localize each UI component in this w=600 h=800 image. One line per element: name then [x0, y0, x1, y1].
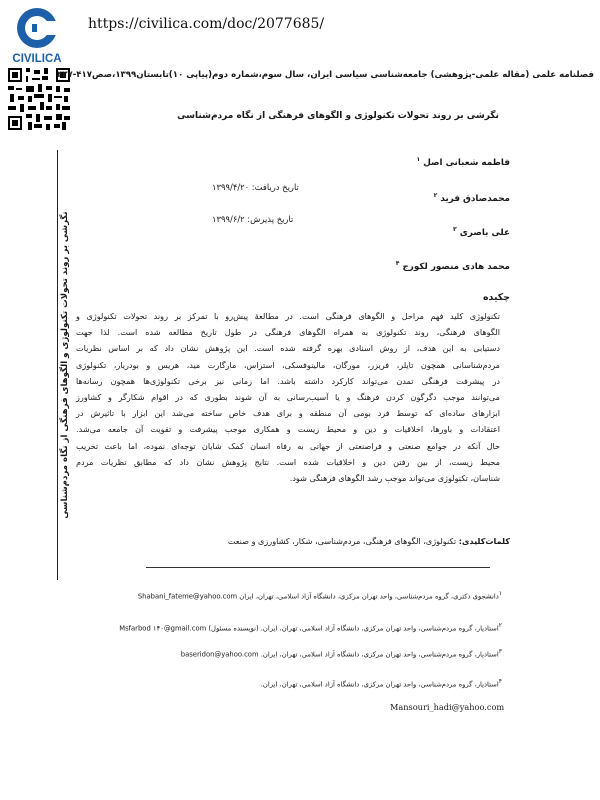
document-url[interactable]: https://civilica.com/doc/2077685/: [88, 16, 325, 32]
abstract-line: الگوهای فرهنگی، روند تکنولوژی به همراه الگوهای فرهنگی در طول تاریخ مطالعه شده است. لذا جهت: [76, 327, 500, 338]
running-title-text: نگرشی بر روند تحولات تکنولوژی و الگوهای فرهنگی از نگاه مردم‌شناسی: [60, 211, 70, 519]
running-title-sidebar: [50, 150, 70, 580]
abstract-heading: چکیده: [483, 292, 510, 303]
abstract-body: [76, 308, 500, 486]
abstract-line: در پیشرفت فرهنگی تمدن می‌تواند کارکرد داشته باشد. اما زمانی نیز برخی تکنولوژی‌ها همچون رسانه‌ها: [76, 375, 500, 386]
abstract-line: شناسان، تکنولوژی می‌تواند موجب رشد الگوهای فرهنگی شود.: [289, 473, 500, 484]
keywords-text: تکنولوژی، الگوهای فرهنگی، مردم‌شناسی، شکار، کشاورزی و صنعت: [227, 536, 459, 546]
civilica-logo[interactable]: [2, 4, 72, 68]
author-1: فاطمه شعبانی اصل $^۱$: [416, 156, 510, 168]
sidebar-rule: [57, 150, 58, 580]
abstract-line: اعتقادات و باورها، اخلاقیات و دین و محیط زیست و همکاری موجب پیشرفت و تقویت آن جامعه می‌شد.: [76, 424, 500, 435]
abstract-line: محیط زیست، از بین رفتن دین و اخلاقیات شده است. نتایج پژوهش نشان داد که مطابق نظریات مردم: [76, 456, 500, 467]
abstract-line: حال آنکه در جوامع صنعتی و فراصنعتی از جهاتی به رفاه انسان کمک شایان توجه‌ای نموده، اما باعث تخریب: [76, 440, 500, 451]
footnote-3: $^۳$استادیار، گروه مردم‌شناسی، واحد تهران مرکزی، دانشگاه آزاد اسلامی، تهران، ایران. baseridon@yahoo.com: [180, 648, 502, 659]
journal-citation: فصلنامه علمی (مقاله علمی-پژوهشی) جامعه‌شناسی سیاسی ایران، سال سوم،شماره دوم(پیاپی ۱۰)تابستان۱۳۹۹،صص۴۱۷-۴۳۷: [56, 70, 594, 80]
footnote-email: Msfarbod ۱۴۰@gmail.com: [119, 624, 207, 633]
author-2: محمدصادق فرید $^۲$: [433, 192, 510, 204]
article-title: نگرشی بر روند تحولات تکنولوژی و الگوهای فرهنگی از نگاه مردم‌شناسی: [177, 111, 499, 121]
accepted-date: تاریخ پذیرش: ۱۳۹۹/۶/۲: [212, 214, 294, 224]
abstract-line: ابزارهای ساده‌ای که توسط فرد بومی آن منطقه و برای هدف خاص ساخته می‌شد این ابزار با تاثیرش در: [76, 408, 500, 419]
footnote-email: baseridon@yahoo.com: [180, 650, 259, 659]
abstract-line: تکنولوژی کلید فهم مراحل و الگوهای فرهنگی است. در مطالعهٔ پیش‌رو با تمرکز بر روند تحولات تکنولوژی و: [76, 311, 500, 321]
footnote-email: Shabani_fateme@yahoo.com: [137, 592, 238, 601]
footnote-4: $^۴$استادیار، گروه مردم‌شناسی، واحد تهران مرکزی، دانشگاه آزاد اسلامی، تهران، ایران.: [260, 678, 502, 689]
logo-text: CIVILICA: [12, 53, 62, 65]
keywords: [228, 536, 510, 546]
footnote-2: $^۲$استادیار، گروه مردم‌شناسی، واحد تهران مرکزی، دانشگاه آزاد اسلامی، تهران، ایران. (نویسنده مسئول) Msfarbod ۱۴۰@gmail.com: [119, 622, 502, 633]
footnote-1: $^۱$دانشجوی دکتری، گروه مردم‌شناسی، واحد تهران مرکزی، دانشگاه آزاد اسلامی، تهران، ایران Shabani_fateme@yahoo.com: [137, 590, 502, 601]
keywords-label: کلمات‌کلیدی:: [458, 536, 510, 546]
footnote-4-email: Mansouri_hadi@yahoo.com: [390, 702, 505, 712]
abstract-line: مردم‌شناسانی همچون تایلر، فریزر، مورگان، مالینوفسکی، استراس، مارگارت مید، هریس و بودریار، تکنولوژی: [76, 359, 500, 370]
received-date: تاریخ دریافت: ۱۳۹۹/۴/۲۰: [212, 182, 299, 192]
civilica-c-icon: [2, 4, 72, 68]
footnote-rule: [146, 567, 490, 568]
abstract-line: دستیابی به این هدف، از روش اسنادی بهره گرفته شده است. این پژوهش نشان داد که بر اساس نظریات: [76, 343, 500, 354]
author-4: محمد هادی منصور لکورج $^۴$: [395, 260, 510, 272]
author-3: علی باصری $^۳$: [453, 226, 510, 238]
abstract-line: می‌توانند موجب دگرگون کردن فرهنگ و یا آسیب‌رسانی به آن شوند بطوری که در اقوام شکارگر و کشاورز: [76, 392, 500, 403]
